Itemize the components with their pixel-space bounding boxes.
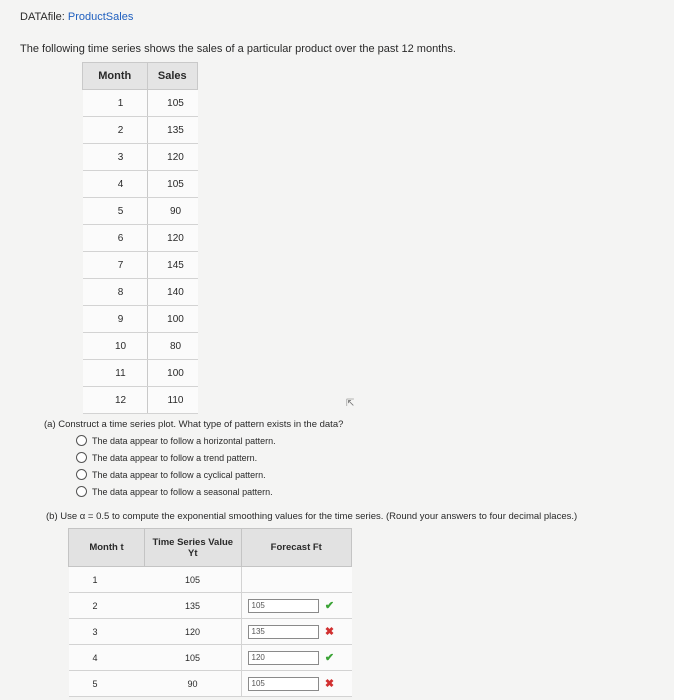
cross-icon: ✖: [324, 678, 335, 690]
option-horizontal[interactable]: [76, 432, 276, 449]
sales-cell: 80: [147, 333, 198, 360]
table-row: [83, 117, 198, 144]
value-cell: 105: [145, 567, 242, 593]
table-row: [69, 619, 352, 645]
part-b-question: (b) Use α = 0.5 to compute the exponential smoothing values for the time series. (Round your answers to four decimal places.): [46, 511, 578, 522]
table-row: [83, 144, 198, 171]
option-label: The data appear to follow a trend pattern.: [92, 452, 258, 463]
forecast-cell: [241, 593, 352, 619]
table-row: [83, 225, 198, 252]
datafile-line: [20, 11, 133, 23]
sales-cell: 135: [147, 117, 198, 144]
option-seasonal[interactable]: [76, 483, 276, 500]
forecast-table: [68, 528, 352, 697]
option-cyclical[interactable]: [76, 466, 276, 483]
month-cell: 2: [83, 117, 148, 144]
month-cell: 9: [83, 306, 148, 333]
forecast-input[interactable]: 135: [248, 625, 319, 639]
month-cell: 1: [83, 90, 148, 117]
month-cell: 6: [83, 225, 148, 252]
pattern-options: [76, 432, 276, 500]
intro-text: The following time series shows the sales of a particular product over the past 12 months.: [20, 43, 456, 55]
month-cell: 7: [83, 252, 148, 279]
table-row: [69, 567, 352, 593]
table-row: [83, 252, 198, 279]
table-row: [83, 279, 198, 306]
month-cell: 5: [69, 671, 145, 697]
datafile-link[interactable]: ProductSales: [67, 11, 134, 23]
datafile-prefix: DATAfile:: [20, 11, 68, 23]
table-row: [69, 645, 352, 671]
value-cell: 105: [145, 645, 242, 671]
forecast-cell: [241, 645, 352, 671]
month-cell: 12: [83, 387, 148, 414]
sales-cell: 140: [147, 279, 198, 306]
option-label: The data appear to follow a horizontal pattern.: [92, 435, 276, 446]
sales-header: Sales: [147, 63, 198, 90]
radio-icon[interactable]: [76, 486, 87, 497]
table-row: [83, 360, 198, 387]
check-icon: ✔: [324, 600, 335, 612]
forecast-cell: [241, 671, 352, 697]
sales-table: [82, 62, 198, 414]
table-row: [83, 333, 198, 360]
month-cell: 2: [69, 593, 145, 619]
table-row: [83, 171, 198, 198]
time-series-header-line1: Time Series Value: [152, 536, 234, 548]
radio-icon[interactable]: [76, 435, 87, 446]
table-row: [83, 306, 198, 333]
forecast-input[interactable]: 105: [248, 599, 319, 613]
sales-cell: 120: [147, 144, 198, 171]
month-cell: 1: [69, 567, 145, 593]
table-row: [83, 387, 198, 414]
radio-icon[interactable]: [76, 452, 87, 463]
sales-cell: 120: [147, 225, 198, 252]
radio-icon[interactable]: [76, 469, 87, 480]
mouse-cursor-icon: ⇱: [346, 398, 355, 409]
month-t-header: Month t: [69, 529, 145, 567]
sales-cell: 100: [147, 306, 198, 333]
option-label: The data appear to follow a cyclical pattern.: [92, 469, 266, 480]
part-a-question: (a) Construct a time series plot. What type of pattern exists in the data?: [44, 419, 344, 430]
value-cell: 90: [145, 671, 242, 697]
sales-cell: 100: [147, 360, 198, 387]
forecast-input[interactable]: 105: [248, 677, 319, 691]
month-cell: 8: [83, 279, 148, 306]
month-cell: 4: [69, 645, 145, 671]
month-cell: 11: [83, 360, 148, 387]
forecast-cell: [241, 619, 352, 645]
month-header: Month: [83, 63, 148, 90]
sales-cell: 145: [147, 252, 198, 279]
value-cell: 120: [145, 619, 242, 645]
month-cell: 5: [83, 198, 148, 225]
sales-cell: 105: [147, 90, 198, 117]
table-row: [69, 671, 352, 697]
check-icon: ✔: [324, 652, 335, 664]
table-row: [69, 593, 352, 619]
option-label: The data appear to follow a seasonal pattern.: [92, 486, 273, 497]
option-trend[interactable]: [76, 449, 276, 466]
sales-cell: 110: [147, 387, 198, 414]
value-cell: 135: [145, 593, 242, 619]
sales-cell: 90: [147, 198, 198, 225]
forecast-header: Forecast Ft: [241, 529, 352, 567]
sales-cell: 105: [147, 171, 198, 198]
table-row: [83, 198, 198, 225]
forecast-cell: [241, 567, 352, 593]
month-cell: 3: [69, 619, 145, 645]
forecast-input[interactable]: 120: [248, 651, 319, 665]
month-cell: 4: [83, 171, 148, 198]
table-row: [83, 90, 198, 117]
cross-icon: ✖: [324, 626, 335, 638]
month-cell: 10: [83, 333, 148, 360]
time-series-header: [145, 529, 242, 567]
month-cell: 3: [83, 144, 148, 171]
time-series-header-line2: Yt: [188, 547, 198, 559]
